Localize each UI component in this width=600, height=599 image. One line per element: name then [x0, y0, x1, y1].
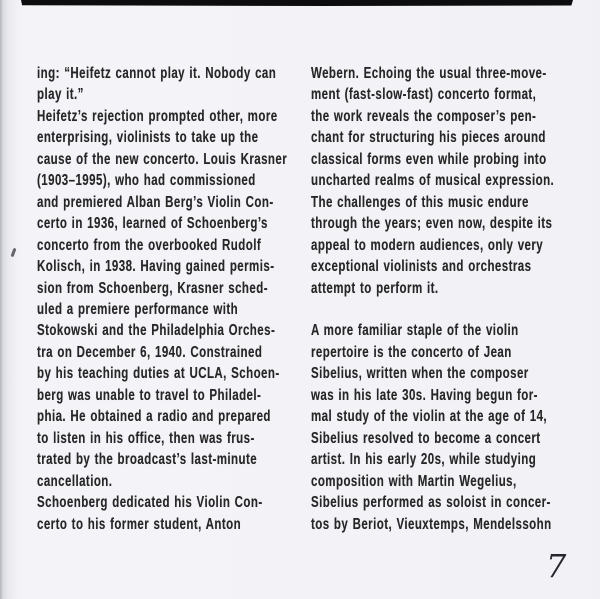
- text-line: attempt to perform it.: [311, 279, 439, 297]
- text-line: tra on December 6, 1940. Constrained: [37, 343, 263, 361]
- text-line: by his teaching duties at UCLA, Schoen-: [37, 365, 280, 383]
- text-line: to listen in his office, then was frus-: [37, 429, 255, 447]
- text-line: and premiered Alban Berg’s Violin Con-: [37, 193, 274, 211]
- text-line: Heifetz’s rejection prompted other, more: [37, 107, 278, 125]
- text-line: Schoenberg dedicated his Violin Con-: [37, 494, 263, 512]
- text-line: trated by the broadcast’s last-minute: [37, 451, 258, 469]
- text-line: Sibelius performed as soloist in concer-: [311, 494, 551, 512]
- text-line: A more familiar staple of the violin: [311, 322, 519, 340]
- text-line: Webern. Echoing the usual three-move-: [311, 65, 547, 82]
- text-line: concerto from the overbooked Rudolf: [37, 236, 262, 254]
- text-line: chant for structuring his pieces around: [311, 129, 546, 147]
- text-line: tos by Beriot, Vieuxtemps, Mendelssohn: [311, 515, 552, 533]
- page-number: 7: [546, 547, 567, 585]
- text-line: phia. He obtained a radio and prepared: [37, 408, 271, 426]
- text-line: Stokowski and the Philadelphia Orches-: [37, 322, 276, 340]
- text-line: cancellation.: [37, 472, 113, 490]
- text-line: through the years; even now, despite its: [311, 215, 553, 233]
- text-line: The challenges of this music endure: [311, 193, 529, 211]
- text-line: play it.”: [37, 86, 84, 104]
- text-line: cause of the new concerto. Louis Krasner: [37, 150, 288, 168]
- text-line: exceptional violinists and orchestras: [311, 258, 532, 276]
- right-text-column: [311, 63, 554, 535]
- text-line: enterprising, violinists to take up the: [37, 129, 259, 147]
- text-line: uncharted realms of musical expression.: [311, 172, 555, 190]
- text-line: mal study of the violin at the age of 14,: [311, 408, 548, 426]
- text-line: Kolisch, in 1938. Having gained permis-: [37, 258, 275, 276]
- scan-edge-bar: [21, 0, 573, 6]
- text-line: (1903–1995), who had commissioned: [37, 172, 256, 190]
- text-line: ing: “Heifetz cannot play it. Nobody can: [37, 65, 277, 82]
- paragraph-gap: [311, 299, 554, 320]
- text-line: artist. In his early 20s, while studying: [311, 451, 537, 469]
- text-line: the work reveals the composer’s pen-: [311, 107, 537, 125]
- text-line: appeal to modern audiences, only very: [311, 236, 544, 254]
- text-line: Sibelius resolved to become a concert: [311, 429, 541, 447]
- text-line: composition with Martin Wegelius,: [311, 472, 517, 490]
- text-line: was in his late 30s. Having begun for-: [311, 386, 538, 404]
- text-line: certo in 1936, learned of Schoenberg’s: [37, 215, 268, 233]
- text-line: certo to his former student, Anton: [37, 515, 242, 533]
- page-left-edge-shadow: [0, 0, 18, 599]
- text-line: Sibelius, written when the composer: [311, 365, 529, 383]
- left-text-column: [37, 63, 287, 535]
- text-line: classical forms even while probing into: [311, 150, 547, 168]
- text-line: uled a premiere performance with: [37, 300, 239, 318]
- text-line: ment (fast-slow-fast) concerto format,: [311, 86, 537, 104]
- text-line: berg was unable to travel to Philadel-: [37, 386, 262, 404]
- text-line: sion from Schoenberg, Krasner sched-: [37, 279, 268, 297]
- text-line: repertoire is the concerto of Jean: [311, 343, 512, 361]
